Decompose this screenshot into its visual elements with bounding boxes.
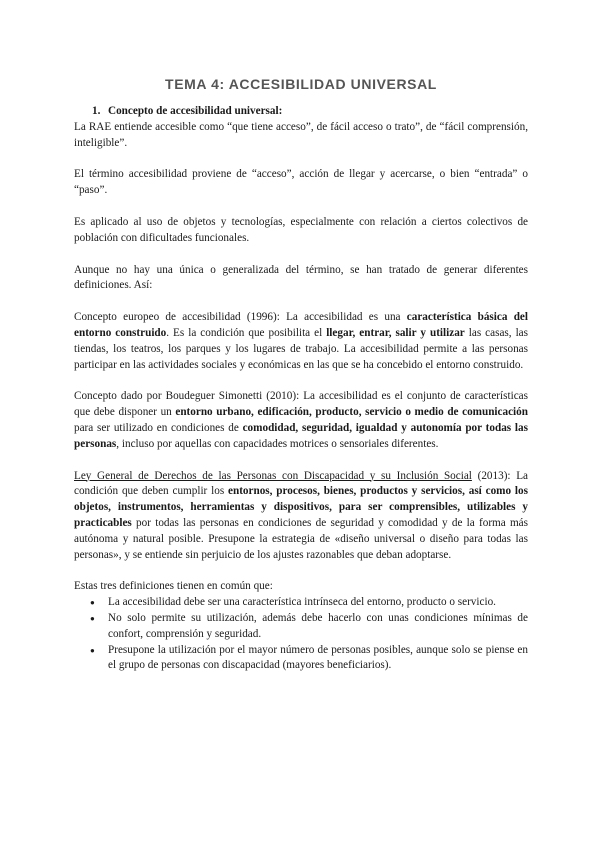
text-span: , incluso por aquellas con capacidades motrices o sensoriales diferentes. xyxy=(116,437,439,450)
list-item-text: No solo permite su utilización, además debe hacerlo con unas condiciones mínimas de confort, comprensión y seguridad. xyxy=(108,611,528,640)
paragraph-origin: El término accesibilidad proviene de “acceso”, acción de llegar y acercarse, o bien “entrada” o “paso”. xyxy=(74,168,528,197)
bold-span: llegar, entrar, salir y utilizar xyxy=(326,326,465,339)
list-item-text: La accesibilidad debe ser una característica intrínseca del entorno, producto o servicio. xyxy=(108,596,496,609)
text-span: las casas, las tiendas, los teatros, los parques y los lugares de trabajo. La accesibilidad permite a las personas participar en las actividades sociales y económicas en las que se ha concebido el entorno construido. xyxy=(74,326,528,371)
paragraph-intro-definitions: Aunque no hay una única o generalizada del término, se han tratado de generar diferentes definiciones. Así: xyxy=(74,263,528,292)
bullet-icon: ● xyxy=(90,645,95,655)
document-page xyxy=(74,76,528,674)
text-span: Concepto dado por Boudeguer Simonetti (2010): La accesibilidad es el conjunto de características que debe disponer un xyxy=(74,390,528,419)
text-span: Concepto europeo de accesibilidad (1996): La accesibilidad es una xyxy=(74,311,407,324)
underlined-law-title: Ley General de Derechos de las Personas con Discapacidad y su Inclusión Social xyxy=(74,469,472,482)
section-heading xyxy=(74,104,528,120)
list-item xyxy=(90,595,528,611)
page-title: TEMA 4: ACCESIBILIDAD UNIVERSAL xyxy=(165,76,437,92)
text-span: para ser utilizado en condiciones de xyxy=(74,421,243,434)
bold-span: entornos, procesos, bienes, productos y servicios, así como los objetos, instrumentos, herramientas y dispositivos, para ser comprensibles, utilizables y practicables xyxy=(74,485,528,529)
common-points-list xyxy=(74,595,528,674)
paragraph-rae: La RAE entiende accesible como “que tiene acceso”, de fácil acceso o trato”, de “fácil comprensión, inteligible”. xyxy=(74,120,528,149)
paragraph-european-concept xyxy=(74,310,528,373)
section-heading-text: Concepto de accesibilidad universal: xyxy=(108,105,283,117)
bold-span: característica básica del entorno construido xyxy=(74,311,529,339)
text-span: por todas las personas en condiciones de seguridad y comodidad y de la forma más autónoma y natural posible. Presupone la estrategia de «diseño universal o diseño para todas las personas», y se entiende sin perjuicio de los ajustes razonables que deban adoptarse. xyxy=(74,516,528,561)
paragraph-ley-general xyxy=(74,469,528,564)
bold-span: comodidad, seguridad, igualdad y autonomía por todas las personas xyxy=(74,421,528,450)
text-span: (2013): La condición que deben cumplir los xyxy=(74,469,528,498)
bullet-icon: ● xyxy=(90,613,95,623)
text-span: . Es la condición que posibilita el xyxy=(166,326,327,339)
paragraph-boudeguer-concept xyxy=(74,389,528,452)
section-number: 1. xyxy=(92,105,101,117)
bullet-icon: ● xyxy=(90,598,95,608)
bold-span: entorno urbano, edificación, producto, servicio o medio de comunicación xyxy=(175,406,528,419)
list-item xyxy=(90,643,528,675)
paragraph-usage: Es aplicado al uso de objetos y tecnologías, especialmente con relación a ciertos colectivos de población con dificultades funcionales. xyxy=(74,215,528,244)
list-item xyxy=(90,611,528,643)
list-item-text: Presupone la utilización por el mayor número de personas posibles, aunque solo se piense en el grupo de personas con discapacidad (mayores beneficiarios). xyxy=(108,643,528,672)
paragraph-common-intro: Estas tres definiciones tienen en común que: xyxy=(74,580,273,593)
